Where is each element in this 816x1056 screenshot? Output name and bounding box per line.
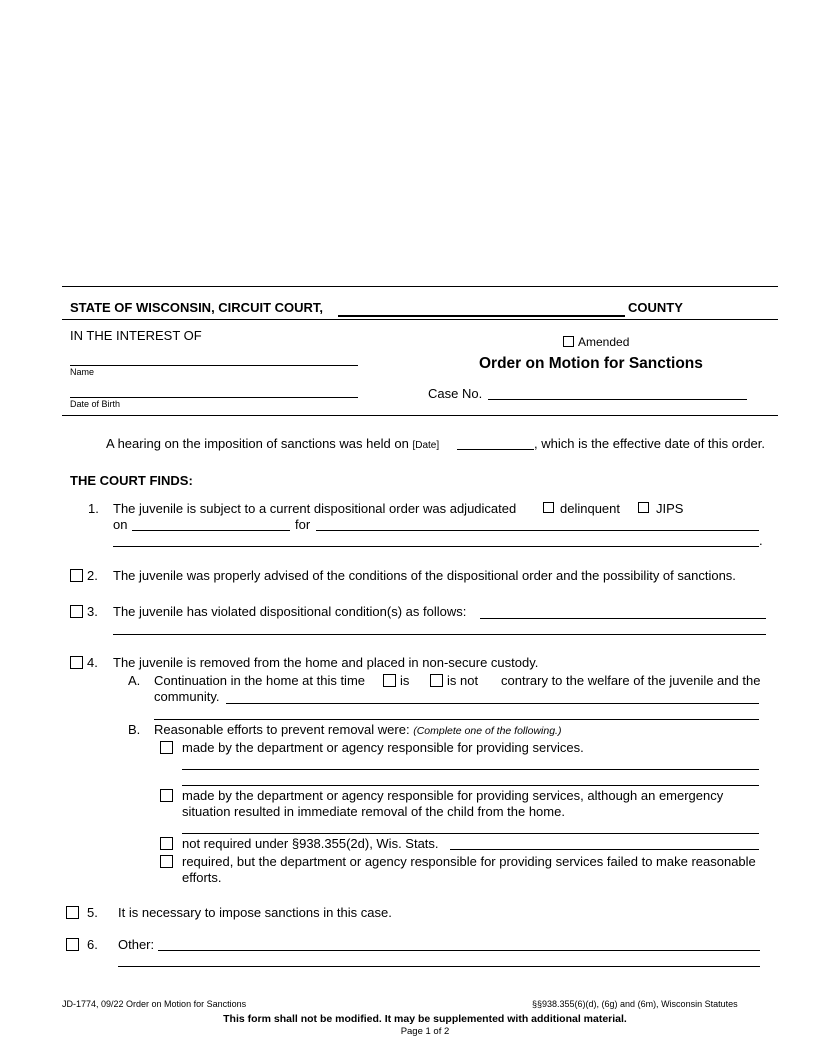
footer-statutes: §§938.355(6)(d), (6g) and (6m), Wisconsin Statutes xyxy=(532,999,738,1009)
item2-number: 2. xyxy=(87,568,98,583)
name-field[interactable] xyxy=(70,365,358,366)
item4b-opt2-checkbox[interactable] xyxy=(160,789,173,802)
item5-checkbox[interactable] xyxy=(66,906,79,919)
findings-title: THE COURT FINDS: xyxy=(70,473,193,488)
hearing-intro-before: A hearing on the imposition of sanctions was held on xyxy=(106,436,409,451)
violations-line2-field[interactable] xyxy=(113,634,766,635)
other-line2-field[interactable] xyxy=(118,966,760,967)
footer-notice: This form shall not be modified. It may be supplemented with additional material. xyxy=(223,1013,627,1025)
hearing-intro xyxy=(106,436,439,451)
item4b-opt1-checkbox[interactable] xyxy=(160,741,173,754)
footer-page-number: Page 1 of 2 xyxy=(400,1026,450,1037)
item1-on-label: on xyxy=(113,517,128,532)
adjudication-date-field[interactable] xyxy=(132,530,290,531)
date-hint: [Date] xyxy=(412,440,440,451)
county-label: COUNTY xyxy=(628,300,683,315)
county-field[interactable] xyxy=(338,315,625,317)
item3-text: The juvenile has violated dispositional condition(s) as follows: xyxy=(113,604,467,619)
item4b-opt1-line1-field[interactable] xyxy=(182,769,759,770)
delinquent-checkbox[interactable] xyxy=(543,502,554,513)
item4b-opt1-text: made by the department or agency responsible for providing services. xyxy=(182,740,584,755)
item2-text: The juvenile was properly advised of the conditions of the dispositional order and the possibility of sanctions. xyxy=(113,568,736,583)
jips-checkbox[interactable] xyxy=(638,502,649,513)
item4b-opt4-checkbox[interactable] xyxy=(160,855,173,868)
item1-text: The juvenile is subject to a current dispositional order was adjudicated xyxy=(113,501,517,516)
item6-number: 6. xyxy=(87,937,98,952)
item4a-text: Continuation in the home at this time xyxy=(154,673,366,688)
header-top-rule xyxy=(62,286,778,287)
item5-text: It is necessary to impose sanctions in this case. xyxy=(118,905,392,920)
item4a-community-text: community. xyxy=(154,689,220,704)
item1-period: . xyxy=(759,533,763,548)
header-mid-rule xyxy=(62,319,778,320)
item4b-opt2-line2: situation resulted in immediate removal of the child from the home. xyxy=(182,804,565,819)
item4b-opt3-text: not required under §938.355(2d), Wis. Stats. xyxy=(182,836,439,851)
state-court-label: STATE OF WISCONSIN, CIRCUIT COURT, xyxy=(70,300,324,315)
footer-form-id: JD-1774, 09/22 Order on Motion for Sanctions xyxy=(62,999,247,1009)
item4a-is-label: is xyxy=(400,673,410,688)
item2-checkbox[interactable] xyxy=(70,569,83,582)
item4a-line1-field[interactable] xyxy=(226,703,759,704)
item4a-contrary-text: contrary to the welfare of the juvenile and the xyxy=(501,673,761,688)
form-title: Order on Motion for Sanctions xyxy=(479,355,703,372)
item4b-opt4-line2: efforts. xyxy=(182,870,222,885)
item4b-opt2-line-field[interactable] xyxy=(182,833,759,834)
amended-checkbox[interactable] xyxy=(563,336,574,347)
item3-number: 3. xyxy=(87,604,98,619)
item4a-is-checkbox[interactable] xyxy=(383,674,396,687)
adjudication-line2-field[interactable] xyxy=(113,546,759,547)
item4b-text xyxy=(154,722,561,737)
item4b-note: (Complete one of the following.) xyxy=(413,725,562,737)
violations-field[interactable] xyxy=(480,618,766,619)
dob-field[interactable] xyxy=(70,397,358,398)
dob-label: Date of Birth xyxy=(70,399,121,409)
item1-number: 1. xyxy=(88,501,99,516)
item4b-opt3-line-field[interactable] xyxy=(450,849,759,850)
adjudication-for-field[interactable] xyxy=(316,530,759,531)
item4a-is-not-label: is not xyxy=(447,673,479,688)
item4b-heading: Reasonable efforts to prevent removal were: xyxy=(154,722,410,737)
hearing-intro-after: , which is the effective date of this order. xyxy=(534,436,765,451)
item4b-opt1-line2-field[interactable] xyxy=(182,785,759,786)
item4b-opt4-line1: required, but the department or agency responsible for providing services failed to make reasonable xyxy=(182,854,756,869)
case-no-field[interactable] xyxy=(488,399,747,400)
other-line1-field[interactable] xyxy=(158,950,760,951)
item4a-line2-field[interactable] xyxy=(154,719,759,720)
item4-number: 4. xyxy=(87,655,98,670)
item4-checkbox[interactable] xyxy=(70,656,83,669)
name-label: Name xyxy=(70,367,95,377)
case-no-label: Case No. xyxy=(428,386,483,401)
item5-number: 5. xyxy=(87,905,98,920)
item3-checkbox[interactable] xyxy=(70,605,83,618)
item4b-label: B. xyxy=(128,722,141,737)
jips-label: JIPS xyxy=(656,501,684,516)
delinquent-label: delinquent xyxy=(560,501,620,516)
item4a-label: A. xyxy=(128,673,141,688)
item4b-opt3-checkbox[interactable] xyxy=(160,837,173,850)
item6-text: Other: xyxy=(118,937,155,952)
header-bottom-rule xyxy=(62,415,778,416)
item6-checkbox[interactable] xyxy=(66,938,79,951)
item4a-is-not-checkbox[interactable] xyxy=(430,674,443,687)
item1-for-label: for xyxy=(295,517,311,532)
amended-label: Amended xyxy=(578,335,630,349)
hearing-date-field[interactable] xyxy=(457,449,534,450)
in-interest-label: IN THE INTEREST OF xyxy=(70,328,202,343)
item4b-opt2-line1: made by the department or agency responsible for providing services, although an emergency xyxy=(182,788,724,803)
item4-text: The juvenile is removed from the home and placed in non-secure custody. xyxy=(113,655,539,670)
